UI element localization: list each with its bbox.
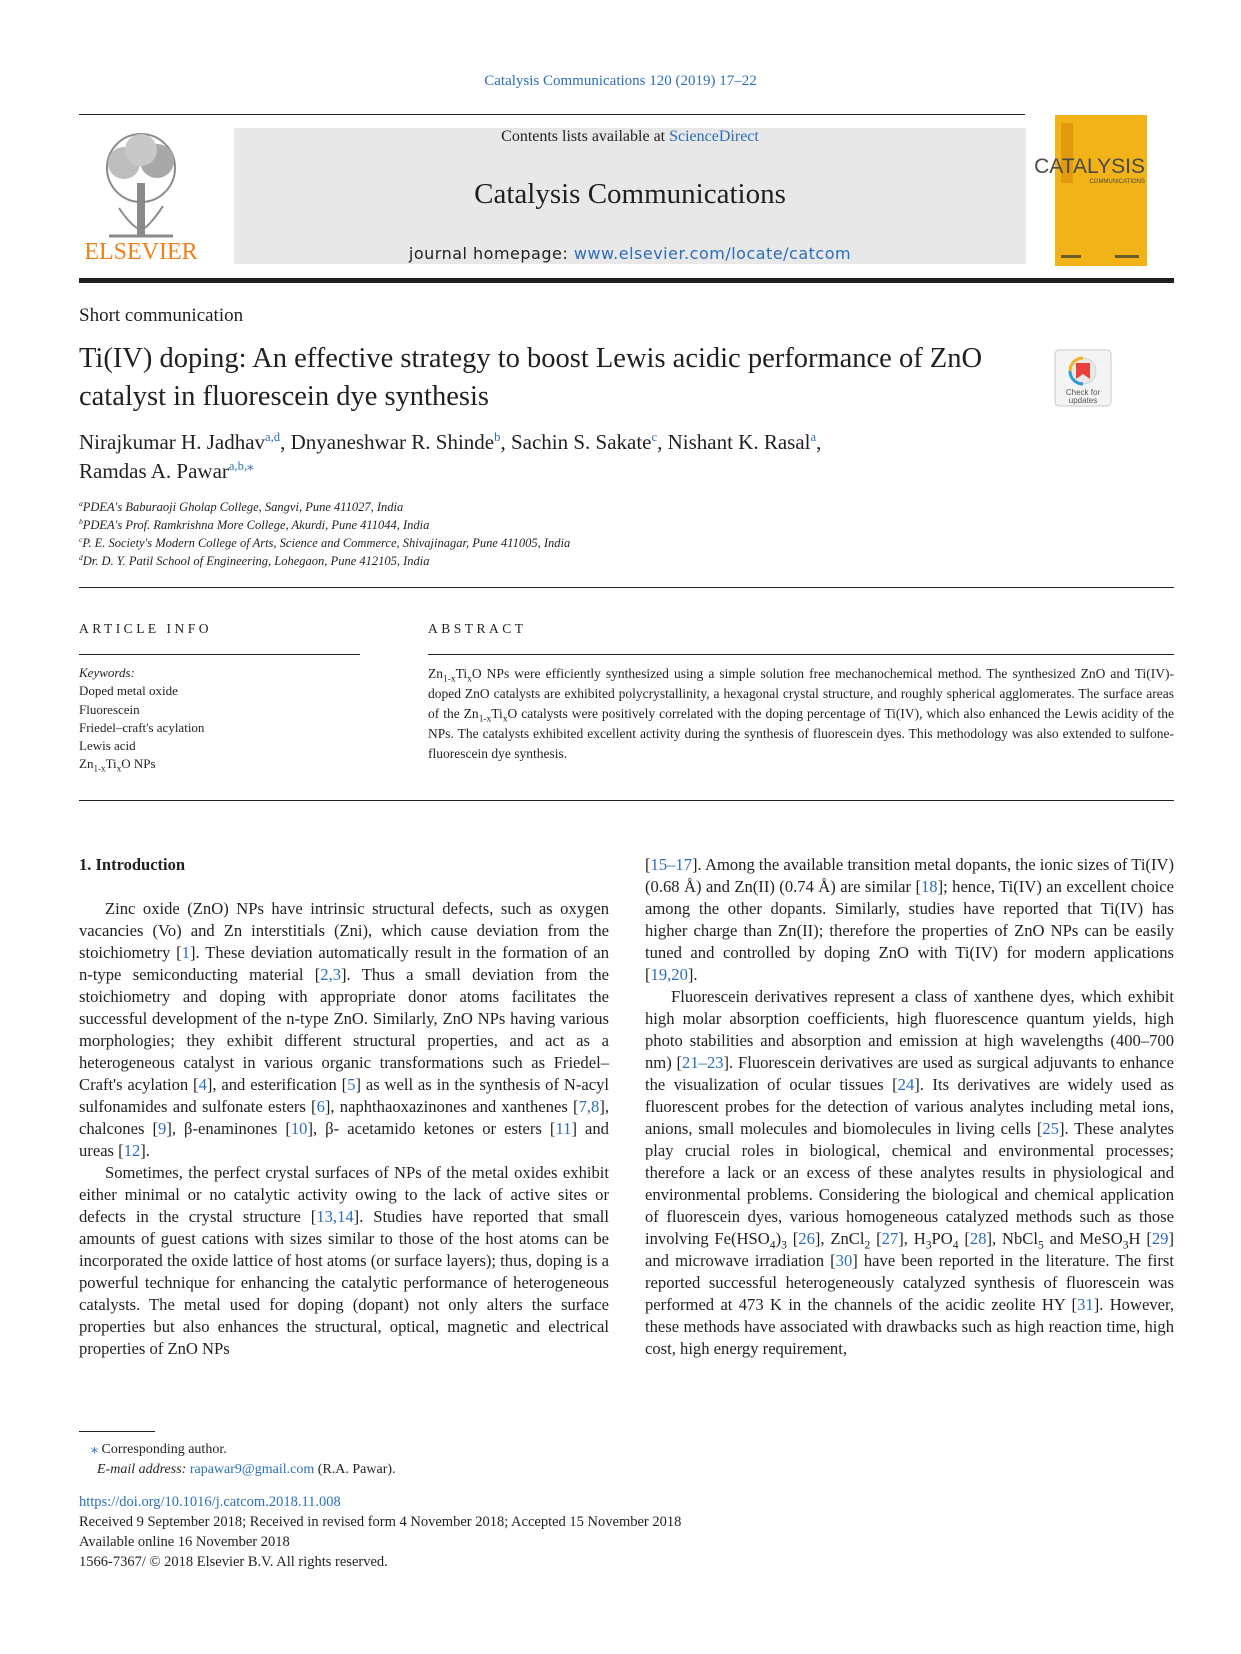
keyword-item: Lewis acid: [79, 738, 136, 754]
homepage-link[interactable]: www.elsevier.com/locate/catcom: [573, 244, 852, 263]
affiliation-item: $^a$PDEA's Baburaoji Gholap College, Sangvi, Pune 411027, India: [79, 498, 404, 514]
keywords-block: [79, 664, 204, 774]
author-affiliation-marker[interactable]: a,b,⁎: [228, 459, 254, 473]
contents-line: [234, 128, 1026, 146]
body-paragraph: Zinc oxide (ZnO) NPs have intrinsic structural defects, such as oxygen vacancies (Vo) and Zn interstitials (Zni), which cause deviation from the stoichiometry [1]. These deviation automatically result in the formation of an n-type semiconducting material [2,3]. Thus a small deviation from the stoichiometry and doping with appropriate donor atoms facilitates the successful development of the n-type ZnO. Similarly, ZnO NPs having various morphologies; they exhibit different structural properties, and act as a heterogeneous catalyst in various organic transformations such as Friedel–Craft's acylation [4], and esterification [5] as well as in the synthesis of N-acyl sulfonamides and sulfonate esters [6], naphthaoxazinones and xanthenes [7,8], chalcones [9], β-enaminones [10], β- acetamido ketones or esters [11] and ureas [12].: [79, 899, 609, 1160]
cover-title: CATALYSIS: [1034, 155, 1145, 178]
article-title: Ti(IV) doping: An effective strategy to boost Lewis acidic performance of ZnO catalyst in fluorescein dye synthesis: [79, 343, 983, 412]
author-affiliation-marker[interactable]: a,d: [265, 430, 281, 444]
footnote: ⁎ Corresponding author. E-mail address: rapawar9@gmail.com (R.A. Pawar).: [91, 1442, 396, 1477]
email-suffix: (R.A. Pawar).: [317, 1462, 396, 1477]
body-paragraph: [15–17]. Among the available transition metal dopants, the ionic sizes of Ti(IV) (0.68 Å) and Zn(II) (0.74 Å) are similar [18]; hence, Ti(IV) an excellent choice among the other dopants. Similarly, studies have reported that Ti(IV) has higher charge than Zn(II); therefore the properties of ZnO NPs can be easily tuned and controlled by doping ZnO with Ti(IV) for modern applications [19,20].: [645, 855, 1174, 984]
elsevier-wordmark: ELSEVIER: [84, 239, 198, 265]
svg-text:updates: updates: [1068, 396, 1098, 405]
keyword-item: $Zn_{1-x}Ti_xO$ NPs: [79, 756, 156, 775]
author-name: Ramdas A. Pawar: [79, 459, 229, 483]
elsevier-logo: [79, 128, 203, 264]
body-column-left: [79, 898, 609, 1360]
svg-text:Check for: Check for: [1065, 388, 1101, 397]
journal-reference[interactable]: Catalysis Communications 120 (2019) 17–22: [484, 73, 757, 89]
journal-cover-image: [1034, 115, 1147, 266]
doi-link[interactable]: https://doi.org/10.1016/j.catcom.2018.11.008: [79, 1494, 341, 1510]
author-name: Dnyaneshwar R. Shinde: [290, 430, 495, 454]
header-divider: [79, 114, 1025, 115]
author-name: Sachin S. Sakate: [510, 430, 652, 454]
sciencedirect-link[interactable]: ScienceDirect: [669, 128, 759, 145]
received-dates: Received 9 September 2018; Received in revised form 4 November 2018; Accepted 15 November 2018: [79, 1514, 682, 1530]
author-name: Nishant K. Rasal: [667, 430, 811, 454]
header-thick-rule: [79, 278, 1174, 283]
keyword-item: Doped metal oxide: [79, 683, 178, 699]
publication-info: [79, 1492, 681, 1572]
copyright: 1566-7367/ © 2018 Elsevier B.V. All rights reserved.: [79, 1554, 388, 1570]
author-affiliation-marker[interactable]: c: [651, 430, 658, 444]
check-for-updates-badge[interactable]: [1054, 349, 1112, 407]
abstract-text: $Zn_{1-x}Ti_xO$ NPs were efficiently synthesized using a simple solution free mechanochemical method. The synthesized ZnO and Ti(IV)-doped ZnO catalysts are exhibited polycrystallinity, a hexagonal crystal structure, and roughly spherical agglomerates. The surface areas of the $Zn_{1-x}Ti_xO$ catalysts were positively correlated with the doping percentage of Ti(IV), which also enhanced the Lewis acidity of the NPs. The catalysts exhibited excellent activity during the synthesis of fluorescein dyes. This methodology was also extended to sulfone-fluorescein dye synthesis.: [428, 666, 1174, 761]
affiliation-item: $^d$Dr. D. Y. Patil School of Engineering, Lohegaon, Pune 412105, India: [79, 552, 430, 568]
keywords-list: [79, 682, 204, 773]
abstract-heading: ABSTRACT: [428, 621, 527, 636]
keyword-item: Friedel–craft's acylation: [79, 719, 205, 735]
body-paragraph: Sometimes, the perfect crystal surfaces of NPs of the metal oxides exhibit either minimal or no catalytic activity owing to the lack of active sites or defects in the crystal structure [13,14]. Studies have reported that small amounts of guest cations with sizes similar to those of the host atoms can be incorporated the oxide lattice of host atoms (or surface layers); thus, doping is a powerful technique for enhancing the catalytic performance of heterogeneous catalysts. The metal used for doping (dopant) not only alters the surface properties but also enhances the structural, optical, magnetic and electrical properties of ZnO NPs: [79, 1163, 609, 1358]
affiliation-item: $^c$P. E. Society's Modern College of Arts, Science and Commerce, Shivajinagar, Pune 411005, India: [79, 534, 571, 550]
divider-line: [79, 800, 1174, 801]
article-info-rule: [79, 654, 360, 655]
keyword-item: Fluorescein: [79, 701, 140, 717]
abstract-rule: [428, 654, 1174, 655]
article-info-heading: ARTICLE INFO: [79, 621, 213, 636]
contents-prefix: Contents lists available at: [501, 128, 666, 145]
corresponding-author-note: Corresponding author.: [101, 1442, 227, 1457]
author-affiliation-marker[interactable]: b: [494, 430, 501, 444]
keywords-label: Keywords:: [79, 665, 135, 680]
article-type: Short communication: [79, 305, 244, 326]
email-link[interactable]: rapawar9@gmail.com: [189, 1462, 315, 1477]
affiliation-item: $^b$PDEA's Prof. Ramkrishna More College, Akurdi, Pune 411044, India: [79, 516, 430, 532]
section-heading: 1. Introduction: [79, 855, 186, 874]
author-list: Nirajkumar H. Jadhav$^{a,d}$, Dnyaneshwar R. Shinde$^b$, Sachin S. Sakate$^c$, Nishant K. Rasal$^a$, Ramdas A. Pawar$^{a,b,⁎}$: [79, 430, 822, 483]
body-column-right: [645, 854, 1174, 1360]
homepage-line: [234, 244, 1026, 263]
email-label: E-mail address:: [97, 1462, 187, 1477]
footnote-rule: [79, 1431, 155, 1432]
journal-name: Catalysis Communications: [474, 178, 786, 210]
cover-subtitle: COMMUNICATIONS: [1089, 179, 1145, 185]
divider-line: [79, 587, 1174, 588]
author-affiliation-marker[interactable]: a: [810, 430, 817, 444]
homepage-prefix: journal homepage:: [408, 244, 569, 263]
affiliation-list: [79, 498, 570, 570]
author-name: Nirajkumar H. Jadhav: [79, 430, 266, 454]
available-online: Available online 16 November 2018: [79, 1534, 290, 1550]
body-paragraph: Fluorescein derivatives represent a class of xanthene dyes, which exhibit high molar absorption coefficients, high fluorescence quantum yields, high photo stabilities and absorption and emission at high wavelengths (400–700 nm) [21–23]. Fluorescein derivatives are used as surgical adjuvants to enhance the visualization of ocular tissues [24]. Its derivatives are widely used as fluorescent probes for the detection of various analytes including metal ions, anions, small molecules and biomolecules in living cells [25]. These analytes play crucial roles in biological, chemical and environmental processes; therefore a lack or an excess of these analytes results in physiological and environmental problems. Considering the biological and chemical application of fluorescein dyes, various homogeneous catalyzed methods such as those involving $Fe(HSO_4)_3$ [26], ZnCl$_2$ [27], $H_3PO_4$ [28], NbCl$_5$ and MeSO$_3$H [29] and microwave irradiation [30] have been reported in the literature. The first reported successful heterogeneously catalyzed synthesis of fluorescein was performed at 473 K in the channels of the acidic zeolite HY [31]. However, these methods have associated with drawbacks such as high reaction time, high cost, high energy requirement,: [645, 987, 1175, 1358]
